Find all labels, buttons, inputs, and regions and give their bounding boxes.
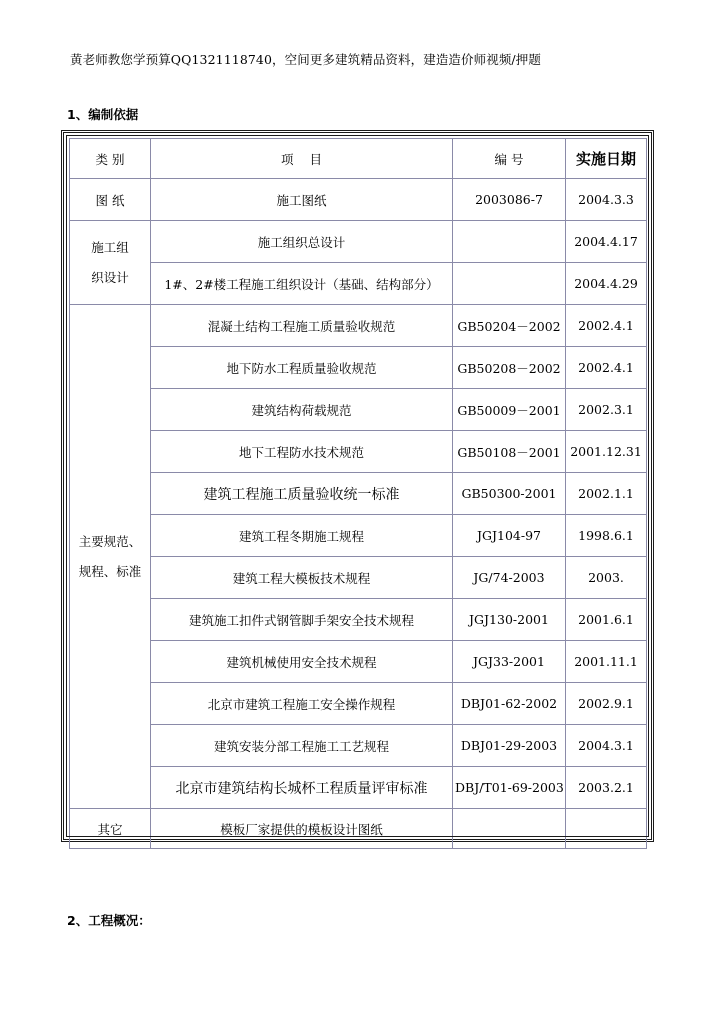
item-cell: 施工图纸 bbox=[151, 179, 453, 221]
code-cell: GB50108－2001 bbox=[453, 431, 566, 473]
item-cell: 建筑安装分部工程施工工艺规程 bbox=[151, 725, 453, 767]
code-cell: GB50204－2002 bbox=[453, 305, 566, 347]
code-cell: JGJ130-2001 bbox=[453, 599, 566, 641]
item-cell: 建筑机械使用安全技术规程 bbox=[151, 641, 453, 683]
item-cell: 模板厂家提供的模板设计图纸 bbox=[151, 809, 453, 849]
category-line: 主要规范、 bbox=[78, 533, 142, 549]
code-cell bbox=[453, 221, 566, 263]
date-cell: 2002.4.1 bbox=[566, 305, 647, 347]
item-cell: 北京市建筑结构长城杯工程质量评审标准 bbox=[151, 767, 453, 809]
header-code: 编 号 bbox=[453, 139, 566, 179]
code-cell: JGJ104-97 bbox=[453, 515, 566, 557]
code-cell: DBJ01-62-2002 bbox=[453, 683, 566, 725]
date-cell: 2002.1.1 bbox=[566, 473, 647, 515]
table-row bbox=[70, 725, 647, 767]
code-cell: DBJ01-29-2003 bbox=[453, 725, 566, 767]
category-line: 织设计 bbox=[91, 269, 129, 285]
date-cell: 2001.12.31 bbox=[566, 431, 647, 473]
item-cell: 混凝土结构工程施工质量验收规范 bbox=[151, 305, 453, 347]
table-row bbox=[70, 599, 647, 641]
category-standards bbox=[70, 305, 151, 809]
code-cell: 2003086-7 bbox=[453, 179, 566, 221]
category-line: 施工组 bbox=[91, 239, 129, 255]
table-row bbox=[70, 809, 647, 849]
date-cell: 2004.4.29 bbox=[566, 263, 647, 305]
compilation-basis-table bbox=[69, 138, 647, 849]
code-cell: GB50009－2001 bbox=[453, 389, 566, 431]
date-cell: 2001.11.1 bbox=[566, 641, 647, 683]
table-row bbox=[70, 431, 647, 473]
item-cell: 施工组织总设计 bbox=[151, 221, 453, 263]
table-header-row bbox=[70, 139, 647, 179]
header-item: 项 目 bbox=[151, 139, 453, 179]
date-cell: 2003.2.1 bbox=[566, 767, 647, 809]
table-row bbox=[70, 305, 647, 347]
section-heading-overview: 2、工程概况： bbox=[67, 913, 151, 928]
category-org-design bbox=[70, 221, 151, 305]
table-row bbox=[70, 473, 647, 515]
date-cell: 2004.4.17 bbox=[566, 221, 647, 263]
category-drawings: 图 纸 bbox=[70, 179, 151, 221]
table-row bbox=[70, 347, 647, 389]
item-cell: 建筑结构荷载规范 bbox=[151, 389, 453, 431]
code-cell: DBJ/T01-69-2003 bbox=[453, 767, 566, 809]
table-row bbox=[70, 221, 647, 263]
compilation-basis-table-frame bbox=[61, 130, 654, 842]
date-cell: 2004.3.1 bbox=[566, 725, 647, 767]
table-row bbox=[70, 389, 647, 431]
date-cell: 2002.9.1 bbox=[566, 683, 647, 725]
item-cell: 北京市建筑工程施工安全操作规程 bbox=[151, 683, 453, 725]
code-cell: GB50208－2002 bbox=[453, 347, 566, 389]
item-cell: 地下防水工程质量验收规范 bbox=[151, 347, 453, 389]
date-cell: 2003. bbox=[566, 557, 647, 599]
table-row bbox=[70, 557, 647, 599]
table-row bbox=[70, 683, 647, 725]
category-line: 规程、标准 bbox=[78, 563, 142, 579]
date-cell: 2001.6.1 bbox=[566, 599, 647, 641]
code-cell bbox=[453, 263, 566, 305]
date-cell: 2004.3.3 bbox=[566, 179, 647, 221]
category-other: 其它 bbox=[70, 809, 151, 849]
item-cell: 建筑施工扣件式钢管脚手架安全技术规程 bbox=[151, 599, 453, 641]
header-category: 类 别 bbox=[70, 139, 151, 179]
code-cell bbox=[453, 809, 566, 849]
table-row bbox=[70, 179, 647, 221]
item-cell: 1#、2#楼工程施工组织设计（基础、结构部分） bbox=[151, 263, 453, 305]
item-cell: 建筑工程冬期施工规程 bbox=[151, 515, 453, 557]
header-date: 实施日期 bbox=[566, 139, 647, 179]
item-cell: 地下工程防水技术规范 bbox=[151, 431, 453, 473]
header-note: 黄老师教您学预算QQ1321118740，空间更多建筑精品资料，建造造价师视频/押题 bbox=[70, 52, 541, 67]
item-cell: 建筑工程大模板技术规程 bbox=[151, 557, 453, 599]
section-heading-basis: 1、编制依据 bbox=[67, 107, 139, 122]
date-cell: 1998.6.1 bbox=[566, 515, 647, 557]
date-cell: 2002.3.1 bbox=[566, 389, 647, 431]
code-cell: JG/74-2003 bbox=[453, 557, 566, 599]
item-cell: 建筑工程施工质量验收统一标准 bbox=[151, 473, 453, 515]
date-cell bbox=[566, 809, 647, 849]
table-row bbox=[70, 515, 647, 557]
date-cell: 2002.4.1 bbox=[566, 347, 647, 389]
table-row bbox=[70, 641, 647, 683]
code-cell: GB50300-2001 bbox=[453, 473, 566, 515]
table-row bbox=[70, 767, 647, 809]
code-cell: JGJ33-2001 bbox=[453, 641, 566, 683]
table-row bbox=[70, 263, 647, 305]
